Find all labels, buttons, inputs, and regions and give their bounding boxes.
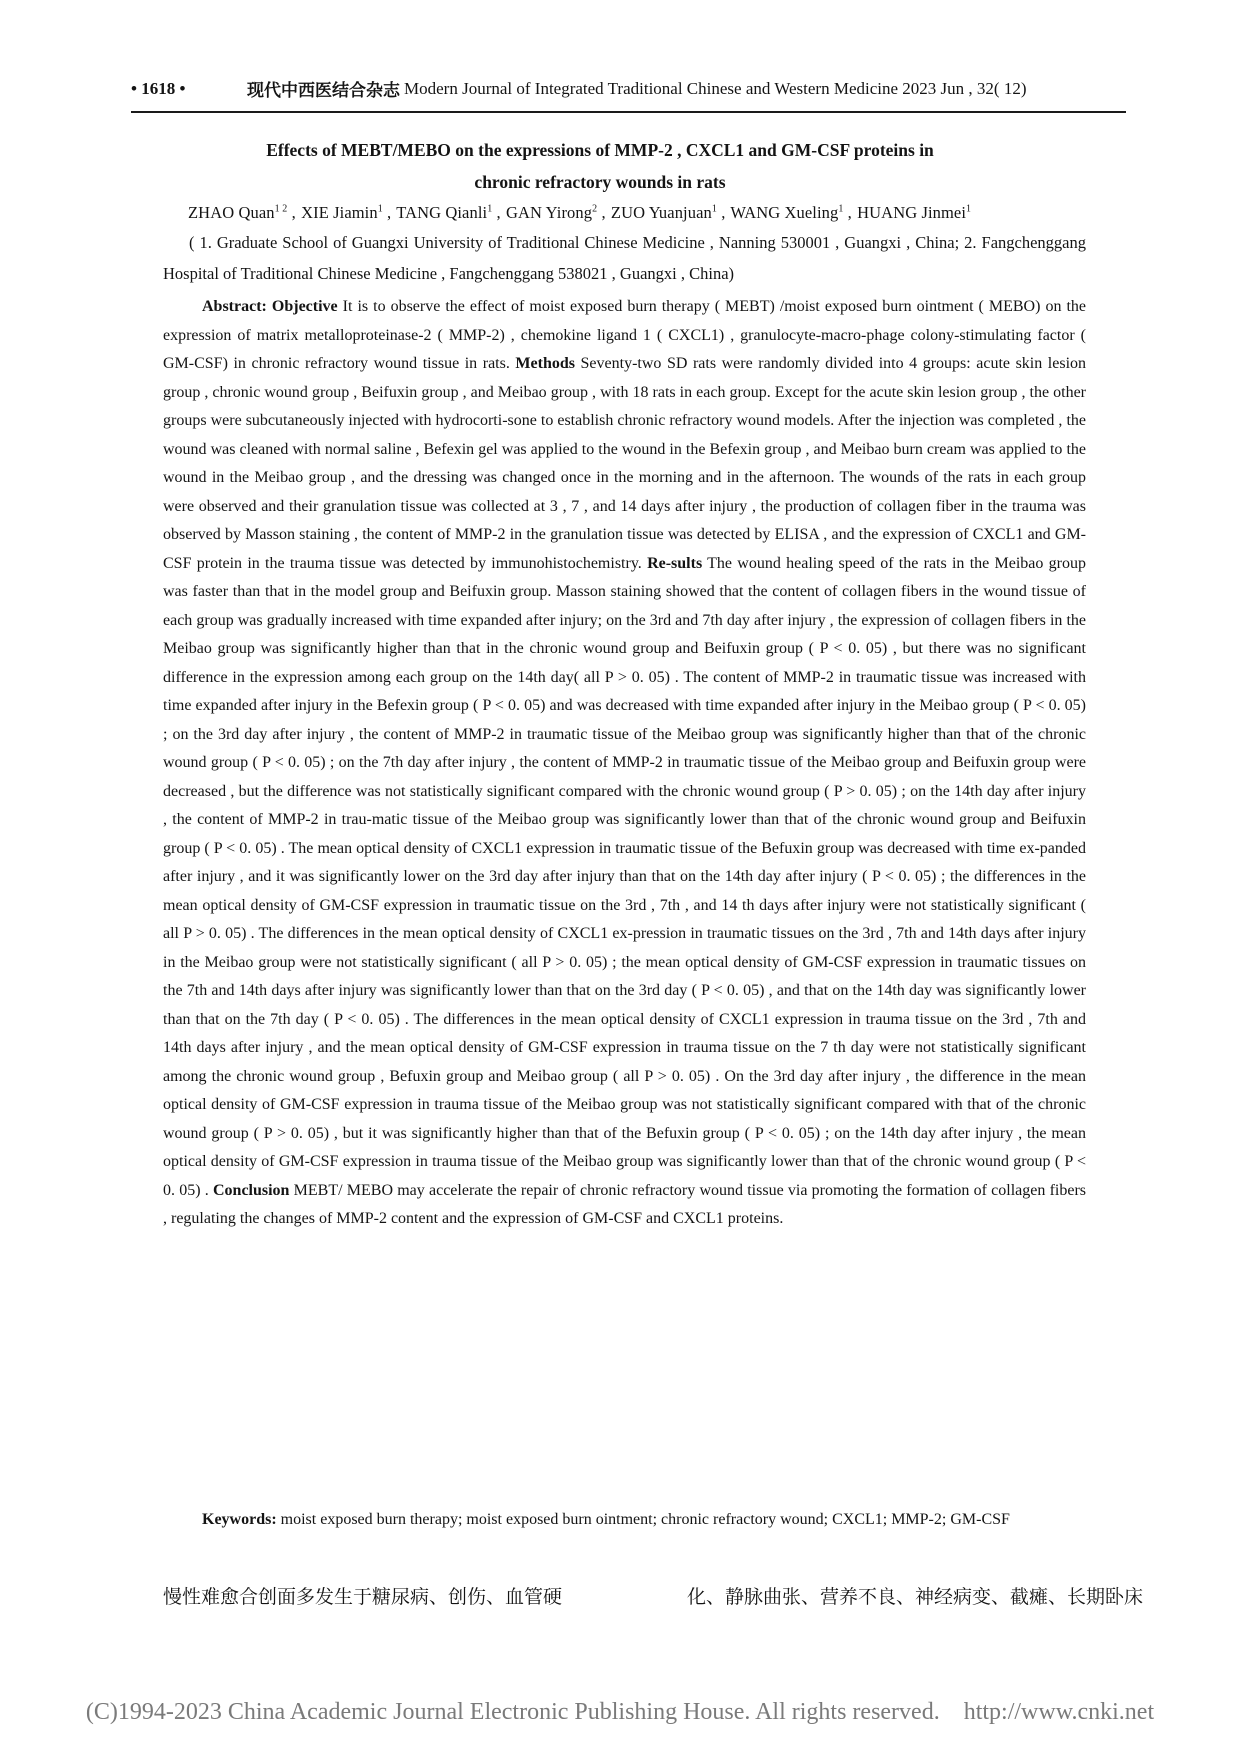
abstract xyxy=(163,293,1086,1234)
author-name: ZUO Yuanjuan xyxy=(610,202,712,222)
author-affiliation-mark: 1 xyxy=(711,203,717,214)
author xyxy=(301,203,391,222)
abstract-label: Abstract: xyxy=(202,298,267,315)
body-text-start xyxy=(163,1583,1143,1611)
keywords-label: Keywords: xyxy=(202,1511,277,1528)
author-separator: , xyxy=(382,202,392,222)
author-name: TANG Qianli xyxy=(396,202,488,222)
author-separator: , xyxy=(492,202,501,222)
author-separator: , xyxy=(597,202,606,222)
author-name: GAN Yirong xyxy=(506,202,593,222)
page-number: • 1618 • xyxy=(131,78,186,98)
body-left-column: 慢性难愈合创面多发生于糖尿病、创伤、血管硬 xyxy=(163,1586,563,1608)
affiliation: ( 1. Graduate School of Guangxi University of Traditional Chinese Medicine , Nanning 530001 , Guangxi , China; 2. Fangchenggang Hospital of Traditional Chinese Medicine , Fangchenggang 538021 , Guangxi , China) xyxy=(163,233,1086,283)
keywords-text: moist exposed burn therapy; moist exposed burn ointment; chronic refractory wound; CXCL1; MMP-2; GM-CSF xyxy=(280,1511,1010,1528)
objective-label: Objective xyxy=(271,298,338,315)
author-list xyxy=(188,196,1118,226)
title-line-1: Effects of MEBT/MEBO on the expressions of MMP-2 , CXCL1 and GM-CSF proteins in xyxy=(266,140,934,160)
author xyxy=(506,203,606,222)
title-line-2: chronic refractory wounds in rats xyxy=(474,172,726,192)
author-name: WANG Xueling xyxy=(730,202,839,222)
author xyxy=(188,203,296,222)
author-affiliation-mark: 2 xyxy=(592,203,598,214)
article-title xyxy=(210,134,990,198)
author-name: XIE Jiamin xyxy=(301,202,378,222)
methods-label: Methods xyxy=(515,355,575,372)
objective-text: It is to observe the effect of moist exposed burn therapy ( MEBT) /moist exposed burn ointment ( MEBO) on the expression of matrix metalloproteinase-2 ( MMP-2) , chemokine ligand 1 ( CXCL1) , granulocyte-macro-phage colony-stimulating factor ( GM-CSF) in chronic refractory wound tissue in rats. xyxy=(163,298,1087,372)
body-right-column: 化、静脉曲张、营养不良、神经病变、截瘫、长期卧床 xyxy=(686,1586,1143,1608)
keywords xyxy=(163,1505,1086,1534)
author xyxy=(730,203,852,222)
journal-name-cn: 现代中西医结合杂志 xyxy=(247,81,400,100)
author-separator: , xyxy=(716,202,726,222)
author xyxy=(611,203,726,222)
author-affiliation-mark: 1 xyxy=(377,203,383,214)
author-affiliation-mark: 1 xyxy=(487,203,493,214)
methods-text: Seventy-two SD rats were randomly divided into 4 groups: acute skin lesion group , chronic wound group , Beifuxin group , and Meibao group , with 18 rats in each group. Except for the acute skin lesion group , the other groups were subcutaneously injected with hydrocorti-sone to establish chronic refractory wound models. After the injection was completed , the wound was cleaned with normal saline , Befexin gel was applied to the wound in the Befexin group , and Meibao burn cream was applied to the wound in the Meibao group , and the dressing was changed once in the morning and in the afternoon. The wounds of the rats in each group were observed and their granulation tissue was collected at 3 , 7 , and 14 days after injury , the production of collagen fiber in the trauma was observed by Masson staining , the content of MMP-2 in the granulation tissue was detected by ELISA , and the expression of CXCL1 and GM-CSF protein in the trauma tissue was detected by immunohistochemistry. xyxy=(163,355,1087,572)
results-text: The wound healing speed of the rats in the Meibao group was faster than that in the model group and Beifuxin group. Masson staining showed that the content of collagen fibers in the wound tissue of each group was gradually increased with time expanded after injury; on the 3rd and 7th day after injury , the expression of collagen fibers in the Meibao group was significantly higher than that in the chronic wound group and Beifuxin group ( P < 0. 05) , but there was no significant difference in the expression among each group on the 14th day( all P > 0. 05) . The content of MMP-2 in traumatic tissue was increased with time expanded after injury in the Befexin group ( P < 0. 05) and was decreased with time expanded after injury in the Meibao group ( P < 0. 05) ; on the 3rd day after injury , the content of MMP-2 in traumatic tissue of the Meibao group was significantly higher than that of the chronic wound group ( P < 0. 05) ; on the 7th day after injury , the content of MMP-2 in traumatic tissue of the Meibao group and Beifuxin group were decreased , but the difference was not statistically significant compared with the chronic wound group ( P > 0. 05) ; on the 14th day after injury , the content of MMP-2 in trau-matic tissue of the Meibao group was significantly lower than that of the chronic wound group and Beifuxin group ( P < 0. 05) . The mean optical density of CXCL1 expression in traumatic tissue of the Befuxin group was decreased with time ex-panded after injury , and it was significantly lower on the 3rd day after injury than that on the 14th day after injury ( P < 0. 05) ; the differences in the mean optical density of GM-CSF expression in traumatic tissue on the 3rd , 7th , and 14 th days after injury were not statistically significant ( all P > 0. 05) . The differences in the mean optical density of CXCL1 ex-pression in traumatic tissues on the 3rd , 7th and 14th days after injury in the Meibao group were not statistically significant ( all P > 0. 05) ; the mean optical density of GM-CSF expression in traumatic tissues on the 7th and 14th days after injury was significantly lower than that on the 3rd day ( P < 0. 05) , and that on the 14th day was significantly lower than that on the 7th day ( P < 0. 05) . The differences in the mean optical density of CXCL1 expression in trauma tissue on the 3rd , 7th and 14th days after injury , and the mean optical density of GM-CSF expression in trauma tissue on the 7 th day were not statistically significant among the chronic wound group , Befuxin group and Meibao group ( all P > 0. 05) . On the 3rd day after injury , the difference in the mean optical density of GM-CSF expression in trauma tissue of the Meibao group was not statistically significant compared with that of the chronic wound group ( P > 0. 05) , but it was significantly higher than that of the Befuxin group ( P < 0. 05) ; on the 14th day after injury , the mean optical density of GM-CSF expression in trauma tissue of the Meibao group was significantly lower than that of the chronic wound group ( P < 0. 05) . xyxy=(163,554,1086,1199)
header-rule xyxy=(131,111,1126,113)
journal-name-en: Modern Journal of Integrated Traditional Chinese and Western Medicine 2023 Jun , 32( 12) xyxy=(404,78,1027,98)
author-name: HUANG Jinmei xyxy=(857,202,967,222)
author-affiliation-mark: 1 2 xyxy=(274,203,288,214)
conclusion-label: Conclusion xyxy=(212,1181,290,1199)
results-label: Re-sults xyxy=(647,554,703,572)
author-affiliation-mark: 1 xyxy=(838,203,844,214)
copyright-footer: (C)1994-2023 China Academic Journal Electronic Publishing House. All rights reserved. http://www.cnki.net xyxy=(85,1699,1155,1725)
author-separator: , xyxy=(287,202,296,222)
author-separator: , xyxy=(843,202,852,222)
author-name: ZHAO Quan xyxy=(188,202,275,222)
conclusion-text: MEBT/ MEBO may accelerate the repair of chronic refractory wound tissue via promoting the formation of collagen fibers , regulating the changes of MMP-2 content and the expression of GM-CSF and CXCL1 proteins. xyxy=(163,1181,1086,1227)
running-header xyxy=(131,76,1126,101)
author xyxy=(396,203,501,222)
author xyxy=(857,203,971,222)
author-affiliation-mark: 1 xyxy=(966,203,972,214)
